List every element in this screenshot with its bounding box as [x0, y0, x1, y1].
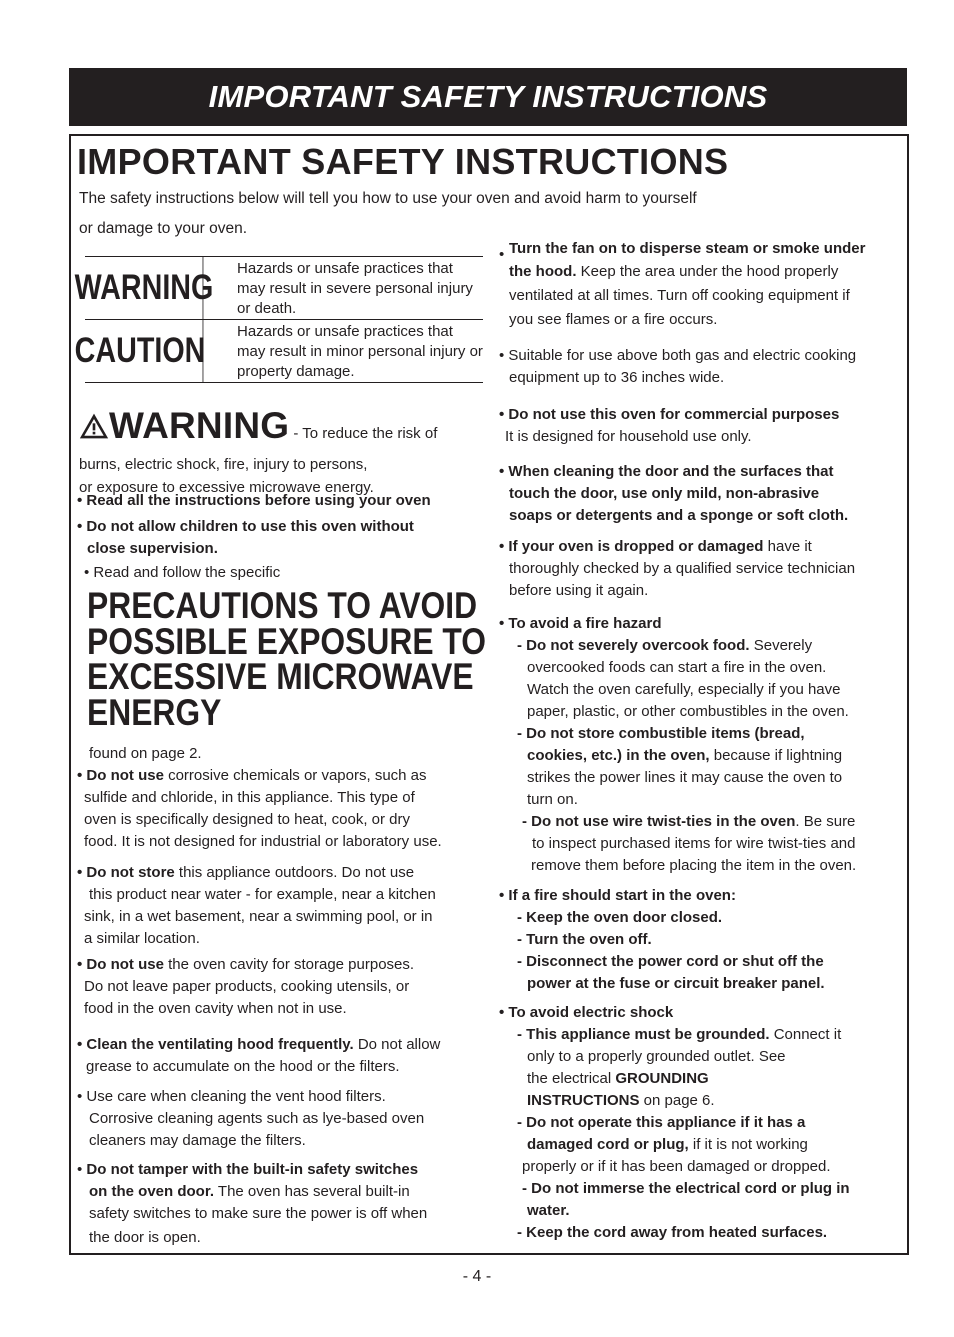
bold-lead: the hood. — [509, 263, 577, 280]
bold-lead: - This appliance must be grounded. — [517, 1026, 770, 1043]
text-line: power at the fuse or circuit breaker panel. — [527, 975, 825, 992]
text-line: paper, plastic, or other combustibles in the oven. — [527, 703, 849, 720]
list-item: found on page 2. — [89, 745, 202, 762]
bold-lead: • Do not use — [77, 956, 164, 973]
text-line: turn on. — [527, 791, 578, 808]
legend-row-caution — [74, 319, 483, 383]
intro-line: or damage to your oven. — [79, 220, 248, 237]
legend-row-warning — [74, 256, 483, 319]
text-line: the door is open. — [89, 1229, 201, 1246]
content-frame — [69, 134, 909, 1255]
bold-lead: - Do not severely overcook food. — [517, 637, 750, 654]
text-line: sulfide and chloride, in this appliance. This type of — [84, 789, 415, 806]
page-title: IMPORTANT SAFETY INSTRUCTIONS — [77, 141, 729, 182]
bold-lead: on the oven door. — [89, 1183, 215, 1200]
list-item: • Suitable for use above both gas and electric cooking — [499, 347, 857, 364]
left-list-bottom — [77, 743, 497, 1249]
text-line: - Do not immerse the electrical cord or plug in — [522, 1180, 850, 1197]
text-line: properly or if it has been damaged or dropped. — [522, 1158, 831, 1175]
text-run: because if lightning — [709, 747, 843, 764]
warning-label — [73, 257, 214, 319]
list-item: • Do not allow children to use this oven without — [77, 518, 414, 535]
text-line: before using it again. — [509, 582, 649, 599]
text-line: thoroughly checked by a qualified service technician — [509, 560, 856, 577]
hazard-legend — [74, 256, 483, 383]
text-run: Severely — [749, 637, 813, 654]
text-line: Do not leave paper products, cooking utensils, or — [84, 978, 410, 995]
caution-word: CAUTION — [74, 331, 206, 370]
warning-description: Hazards or unsafe practices that may result in severe personal injury or death. — [237, 260, 473, 317]
text-run: Do not allow — [353, 1036, 441, 1053]
text-run: The oven has several built-in — [214, 1183, 410, 1200]
left-list-top — [77, 490, 497, 584]
warning-triangle-icon — [79, 412, 109, 440]
bold-lead: INSTRUCTIONS — [527, 1092, 640, 1109]
precaution-line: ENERGY — [87, 691, 222, 733]
list-item: • Read and follow the specific — [84, 564, 281, 581]
list-item: • When cleaning the door and the surfaces that — [499, 463, 834, 480]
text-line — [499, 635, 907, 657]
page-number: - 4 - — [462, 1268, 492, 1285]
text-line: sink, in a wet basement, near a swimming pool, or in — [84, 908, 433, 925]
intro-line: The safety instructions below will tell you how to use your oven and avoid harm to yourself — [79, 190, 697, 207]
text-line: - Turn the oven off. — [517, 931, 652, 948]
bold-lead: - Do not use wire twist-ties in the oven — [522, 813, 796, 830]
text-line — [499, 811, 907, 833]
text-line: - Disconnect the power cord or shut off the — [517, 953, 824, 970]
text-line — [499, 1134, 907, 1156]
list-item — [77, 862, 497, 884]
list-item: • Do not tamper with the built-in safety switches — [77, 1161, 419, 1178]
text-line — [499, 1090, 907, 1112]
warning-intro: or exposure to excessive microwave energy. — [79, 479, 374, 496]
text-line: grease to accumulate on the hood or the filters. — [86, 1058, 400, 1075]
caution-label — [73, 320, 206, 382]
bold-lead: damaged cord or plug, — [527, 1136, 689, 1153]
text-line: safety switches to make sure the power is off when — [89, 1205, 428, 1222]
text-line: only to a properly grounded outlet. See — [527, 1048, 786, 1065]
text-line: - Do not operate this appliance if it has a — [517, 1114, 806, 1131]
text-run: . Be sure — [795, 813, 856, 830]
text-run: this appliance outdoors. Do not use — [174, 864, 415, 881]
text-line: you see flames or a fire occurs. — [509, 311, 718, 328]
precautions-heading — [87, 585, 491, 733]
list-item: • If a fire should start in the oven: — [499, 887, 736, 904]
text-line — [499, 1024, 907, 1046]
text-line: - Keep the oven door closed. — [517, 909, 723, 926]
text-line: Watch the oven carefully, especially if you have — [527, 681, 841, 698]
text-line: water. — [527, 1202, 570, 1219]
text-run: if it is not working — [688, 1136, 808, 1153]
text-run: the electrical — [527, 1070, 616, 1087]
warning-intro: - To reduce the risk of — [289, 425, 438, 442]
list-item — [77, 954, 497, 976]
text-line: equipment up to 36 inches wide. — [509, 369, 725, 386]
banner-title: IMPORTANT SAFETY INSTRUCTIONS — [208, 79, 768, 114]
warning-block — [79, 406, 489, 499]
bold-lead: • Clean the ventilating hood frequently. — [77, 1036, 354, 1053]
text-run: Keep the area under the hood properly — [576, 263, 839, 280]
intro-text — [79, 184, 839, 244]
text-line: food. It is not designed for industrial or laboratory use. — [84, 833, 442, 850]
list-item: • To avoid a fire hazard — [499, 615, 662, 632]
warning-heading: WARNING — [109, 405, 290, 446]
bold-lead: • Do not use — [77, 767, 164, 784]
warning-intro: burns, electric shock, fire, injury to persons, — [79, 456, 368, 473]
text-line: ventilated at all times. Turn off cooking equipment if — [509, 287, 850, 304]
text-line: to inspect purchased items for wire twist-ties and — [532, 835, 856, 852]
bold-lead: Turn the fan on to disperse steam or smoke under — [509, 240, 866, 257]
text-line: overcooked foods can start a fire in the oven. — [527, 659, 827, 676]
list-item: • Turn the fan on to disperse steam or smoke under — [499, 238, 907, 260]
text-line: touch the door, use only mild, non-abrasive — [509, 485, 820, 502]
text-line — [499, 260, 907, 284]
text-line: It is designed for household use only. — [505, 428, 752, 445]
bold-lead: • If your oven is dropped or damaged — [499, 538, 764, 555]
text-run: corrosive chemicals or vapors, such as — [163, 767, 427, 784]
warning-word: WARNING — [74, 268, 214, 307]
list-item — [77, 1034, 497, 1056]
text-line: soaps or detergents and a sponge or soft cloth. — [509, 507, 849, 524]
precaution-line: PRECAUTIONS TO AVOID — [87, 585, 478, 626]
text-line: - Do not store combustible items (bread, — [517, 725, 805, 742]
text-line: Corrosive cleaning agents such as lye-based oven — [89, 1110, 425, 1127]
list-item: • Use care when cleaning the vent hood filters. — [77, 1088, 386, 1105]
text-line: remove them before placing the item in the oven. — [531, 857, 857, 874]
list-item — [499, 536, 907, 558]
bold-lead: cookies, etc.) in the oven, — [527, 747, 710, 764]
text-line — [499, 745, 907, 767]
bold-lead: Do not tamper with the built-in safety switches — [86, 1161, 419, 1178]
caution-description: Hazards or unsafe practices that may result in minor personal injury or property damage. — [237, 323, 483, 380]
precaution-line: POSSIBLE EXPOSURE TO — [87, 620, 487, 662]
bold-lead: GROUNDING — [615, 1070, 709, 1087]
text-line — [77, 1181, 497, 1203]
list-item — [77, 765, 497, 787]
text-run: Connect it — [769, 1026, 842, 1043]
list-item: • Do not use this oven for commercial purposes — [499, 406, 840, 423]
text-run: the oven cavity for storage purposes. — [163, 956, 415, 973]
right-column — [499, 238, 907, 1244]
text-line — [499, 1068, 907, 1090]
text-run: on page 6. — [639, 1092, 715, 1109]
text-line: a similar location. — [84, 930, 200, 947]
text-line: oven is specifically designed to heat, cook, or dry — [84, 811, 411, 828]
header-banner — [69, 68, 907, 126]
text-line: strikes the power lines it may cause the oven to — [527, 769, 843, 786]
list-item: • To avoid electric shock — [499, 1004, 674, 1021]
text-run: have it — [763, 538, 812, 555]
text-line: this product near water - for example, near a kitchen — [89, 886, 436, 903]
precaution-line: EXCESSIVE MICROWAVE — [87, 656, 474, 697]
list-item: • Read all the instructions before using your oven — [77, 492, 431, 509]
warning-heading-line — [79, 406, 489, 454]
text-line: - Keep the cord away from heated surfaces. — [517, 1224, 828, 1241]
text-line: food in the oven cavity when not in use. — [84, 1000, 347, 1017]
list-item: close supervision. — [87, 540, 218, 557]
text-line: cleaners may damage the filters. — [89, 1132, 306, 1149]
bold-lead: • Do not store — [77, 864, 175, 881]
